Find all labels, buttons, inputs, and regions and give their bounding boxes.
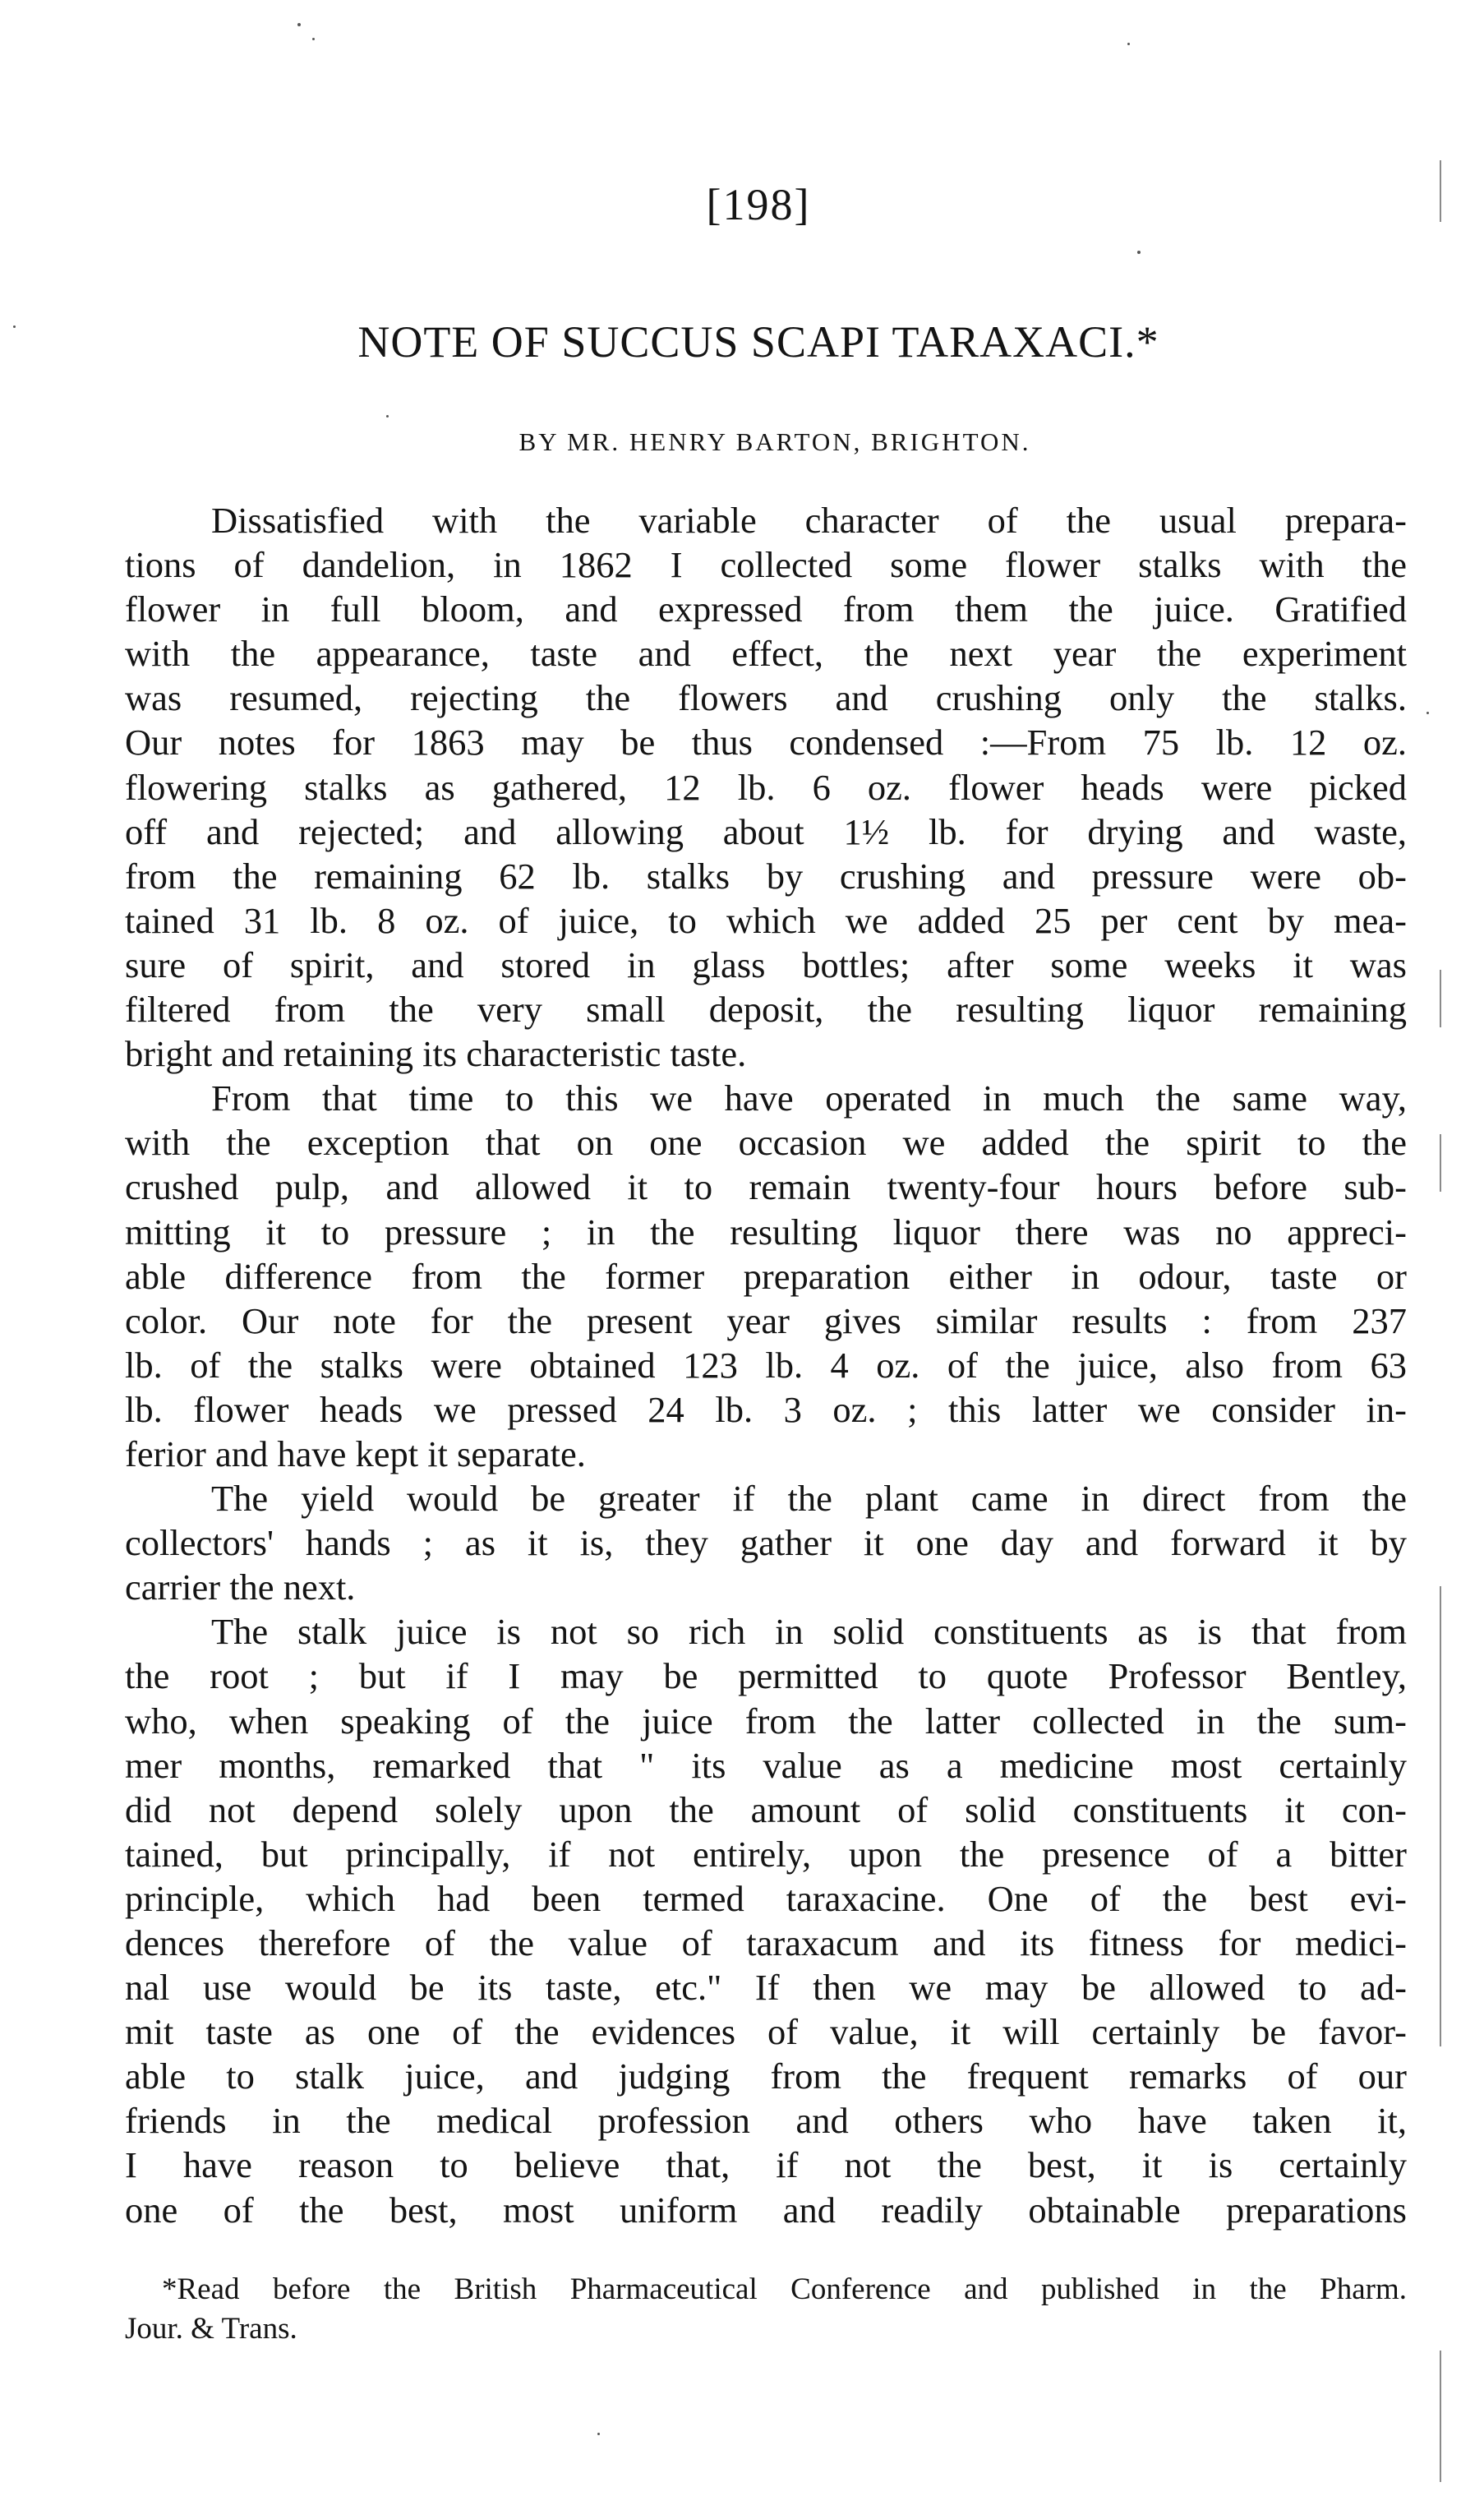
text-line: From that time to this we have operated in much the same way, <box>211 1077 1407 1119</box>
scan-speck <box>1426 712 1429 714</box>
text-line: off and rejected; and allowing about 1½ lb. for drying and waste, <box>125 810 1407 852</box>
text-line: The stalk juice is not so rich in solid constituents as is that from <box>211 1611 1407 1653</box>
scan-speck <box>297 23 301 26</box>
author-byline: BY MR. HENRY BARTON, BRIGHTON. <box>518 427 1031 456</box>
text-line: carrier the next. <box>125 1566 356 1608</box>
text-line: nal use would be its taste, etc." If then we may be allowed to ad- <box>125 1967 1407 2009</box>
text-line: collectors' hands ; as it is, they gather it one day and forward it by <box>125 1522 1407 1564</box>
text-line: Dissatisfied with the variable character of the usual prepara- <box>211 500 1407 541</box>
text-line: was resumed, rejecting the flowers and crushing only the stalks. <box>125 677 1407 719</box>
paragraph-3 <box>125 1476 1407 1609</box>
text-line: from the remaining 62 lb. stalks by crushing and pressure were ob- <box>125 855 1407 897</box>
scan-speck <box>1137 251 1141 254</box>
text-line: mer months, remarked that " its value as a medicine most certainly <box>125 1744 1407 1786</box>
page-number: [198] <box>706 180 811 229</box>
text-line: able difference from the former preparation either in odour, taste or <box>125 1255 1407 1297</box>
text-line: who, when speaking of the juice from the latter collected in the sum- <box>125 1700 1407 1742</box>
scan-speck <box>312 38 315 40</box>
text-line: did not depend solely upon the amount of solid constituents it con- <box>125 1788 1407 1830</box>
text-line: filtered from the very small deposit, the resulting liquor remaining <box>125 989 1407 1031</box>
text-line: one of the best, most uniform and readily obtainable preparations <box>125 2189 1407 2231</box>
paragraph-4 <box>125 1609 1407 2231</box>
article-title: NOTE OF SUCCUS SCAPI TARAXACI.* <box>357 317 1159 367</box>
scan-speck <box>386 415 389 418</box>
text-line: tions of dandelion, in 1862 I collected some flower stalks with the <box>125 544 1407 586</box>
scan-edge-mark <box>1440 160 1441 222</box>
text-line: friends in the medical profession and others who have taken it, <box>125 2100 1407 2142</box>
text-line: able to stalk juice, and judging from the frequent remarks of our <box>125 2055 1407 2097</box>
scan-speck <box>597 2433 600 2435</box>
text-line: tained, but principally, if not entirely, upon the presence of a bitter <box>125 1833 1407 1875</box>
scan-speck <box>1127 43 1130 45</box>
paragraph-2 <box>125 1076 1407 1476</box>
text-line: with the exception that on one occasion we added the spirit to the <box>125 1122 1407 1164</box>
text-line: color. Our note for the present year gives similar results : from 237 <box>125 1299 1407 1341</box>
scan-edge-mark <box>1440 1586 1441 2046</box>
footnote-line: *Read before the British Pharmaceutical Conference and published in the Pharm. <box>162 2272 1407 2306</box>
scan-speck <box>13 325 16 328</box>
text-line: crushed pulp, and allowed it to remain twenty-four hours before sub- <box>125 1166 1407 1208</box>
scan-edge-mark <box>1440 1134 1441 1192</box>
text-line: flowering stalks as gathered, 12 lb. 6 oz. flower heads were picked <box>125 766 1407 808</box>
text-line: bright and retaining its characteristic taste. <box>125 1033 747 1075</box>
text-line: lb. flower heads we pressed 24 lb. 3 oz. ; this latter we consider in- <box>125 1388 1407 1430</box>
text-line: the root ; but if I may be permitted to quote Professor Bentley, <box>125 1655 1407 1697</box>
text-line: The yield would be greater if the plant came in direct from the <box>211 1478 1407 1520</box>
text-line: I have reason to believe that, if not the best, it is certainly <box>125 2144 1407 2186</box>
article-body <box>125 498 1407 2232</box>
text-line: ferior and have kept it separate. <box>125 1433 586 1474</box>
text-line: sure of spirit, and stored in glass bottles; after some weeks it was <box>125 943 1407 985</box>
text-line: tained 31 lb. 8 oz. of juice, to which we added 25 per cent by mea- <box>125 899 1407 941</box>
paragraph-1 <box>125 498 1407 1076</box>
text-line: principle, which had been termed taraxacine. One of the best evi- <box>125 1877 1407 1919</box>
text-line: with the appearance, taste and effect, the next year the experiment <box>125 633 1407 675</box>
text-line: mitting it to pressure ; in the resulting liquor there was no appreci- <box>125 1211 1407 1253</box>
text-line: flower in full bloom, and expressed from them the juice. Gratified <box>125 588 1407 630</box>
scan-edge-mark <box>1440 2351 1441 2482</box>
text-line: Our notes for 1863 may be thus condensed :—From 75 lb. 12 oz. <box>125 722 1407 764</box>
footnote <box>125 2270 1407 2349</box>
text-line: mit taste as one of the evidences of value, it will certainly be favor- <box>125 2011 1407 2053</box>
footnote-line: Jour. & Trans. <box>125 2312 297 2346</box>
scan-edge-mark <box>1440 970 1441 1027</box>
text-line: dences therefore of the value of taraxacum and its fitness for medici- <box>125 1922 1407 1963</box>
text-line: lb. of the stalks were obtained 123 lb. 4 oz. of the juice, also from 63 <box>125 1344 1407 1386</box>
